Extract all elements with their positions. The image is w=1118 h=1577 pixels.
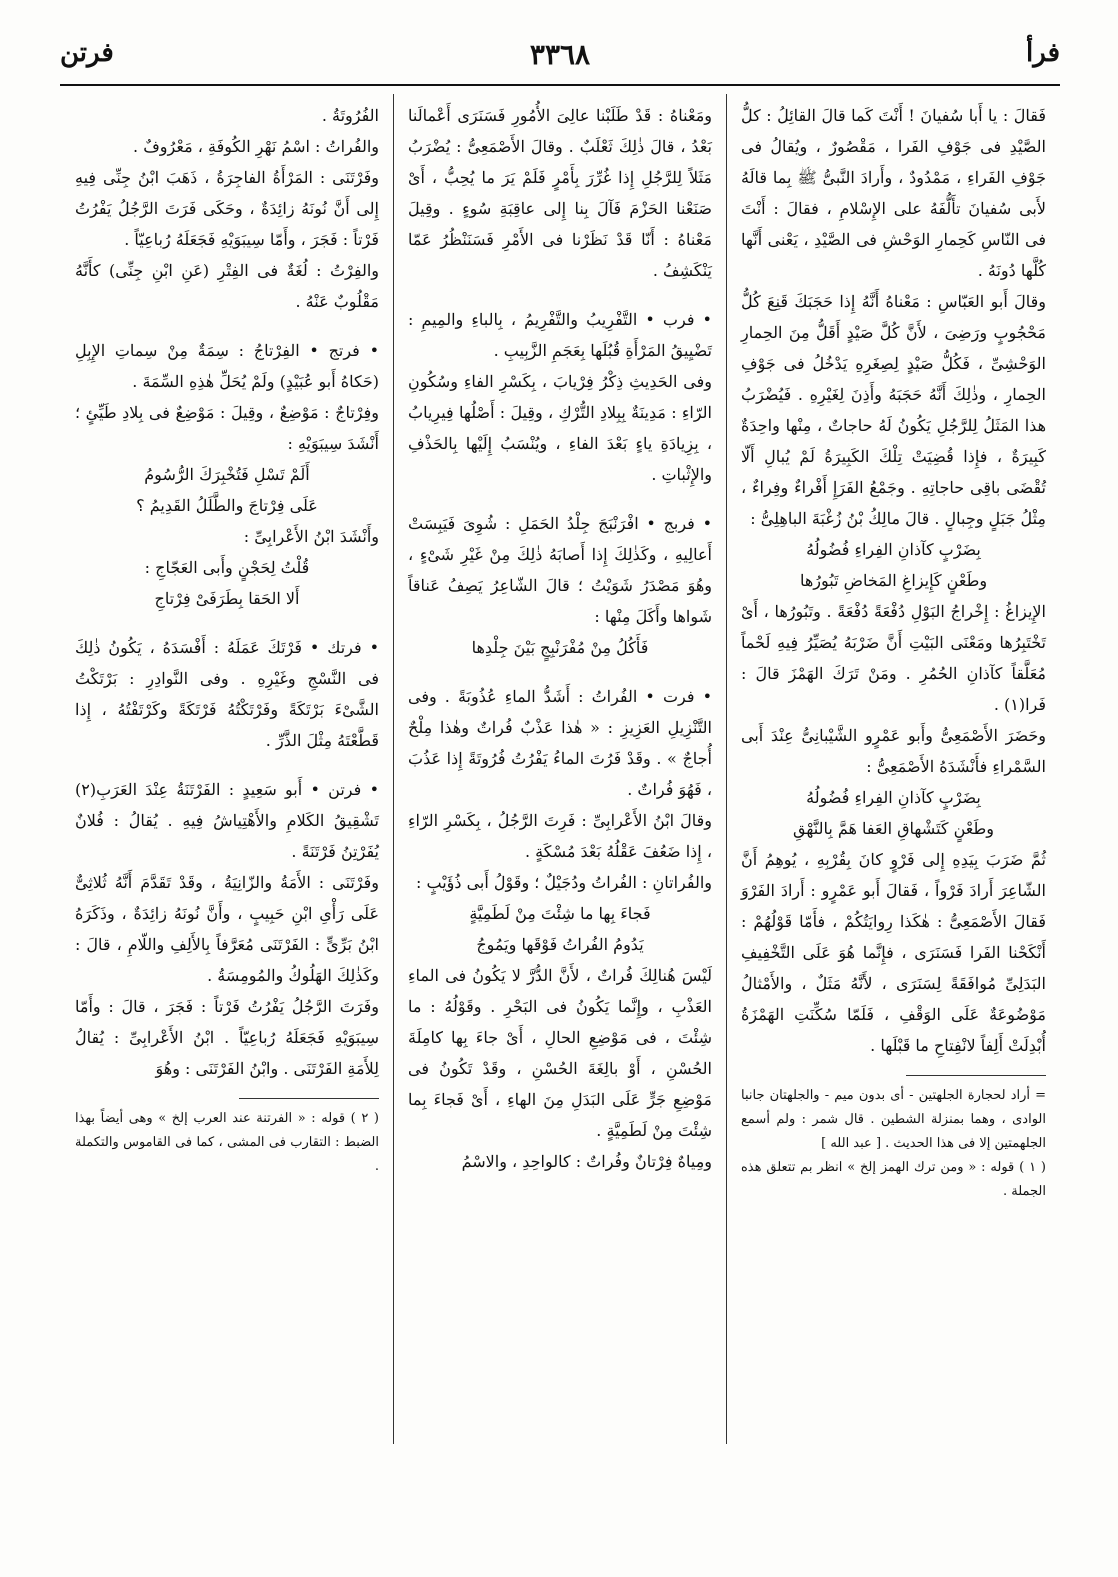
paragraph: وحَضَرَ الأَصْمَعِىُّ وأَبو عَمْرٍو الشَّيْبانِىُّ عِنْدَ أَبى السَّمْراءِ فأَنْشَدَهُ الأَصْمَعِىُّ : [741, 726, 1046, 776]
paragraph: الفُرُوتَةُ . [321, 106, 379, 125]
paragraph: وفى الحَدِيثِ ذِكْرُ فِرْيابَ ، بِكَسْرِ الفاءِ وسُكُونِ الرّاءِ : مَدِينَةٌ بِبِلادِ التُّرْكِ ، وقِيلَ : أَصْلُها فِيرِيابُ ، بِزِيادَةِ ياءٍ بَعْدَ الفاءِ ، ويُنْسَبُ إِلَيْها بِالحَذْفِ والإِثْباتِ . [408, 372, 712, 484]
entry-farbaj: • فربج • افْرَنْبَجَ جِلْدُ الحَمَلِ : شُوِىَ فَيَبِسَتْ أَعالِيهِ ، وكَذٰلِكَ إِذا أَصابَهُ ذٰلِكَ مِنْ غَيْرِ شَىْءٍ ، وهُوَ مَصْدَرُ شَوَيْتُ ؛ قالَ الشّاعِرُ يَصِفُ عَناقاً شَواها وأَكَلَ مِنْها : [408, 514, 712, 626]
column-right [727, 94, 1060, 1444]
paragraph: وأَنْشَدَ ابْنُ الأَعْرابِىِّ : [243, 527, 379, 546]
header-rule [60, 84, 1060, 86]
entry-farab: • فرب • التَّفْرِيبُ والتَّفْرِيمُ ، بِالباءِ والمِيمِ : تَضْيِيقُ المَرْأَةِ قُبُلَها بِعَجَمِ الزَّبِيبِ . [408, 310, 712, 360]
footnote: ( ٢ ) قوله : « الفرتنة عند العرب إلخ » وهى أيضاً بهذا الضبط : التقارب فى المشى ، كما فى القاموس والتكملة . [75, 1111, 379, 1174]
paragraph: فَقالَ : يا أَبا سُفيانَ ! أَنْتَ كَما قالَ القائِلُ : كلُّ الصَّيْدِ فى جَوْفِ الفَرا ، مَقْصُورٌ ، ويُقالُ فى جَوْفِ الفَراءِ ، مَمْدُودٌ ، وأَرادَ النَّبىُّ ﷺ بِما قالَهُ لأَبى سُفيانَ تأَلُّفَهُ على الإِسْلامِ ، فقالَ : أَنْتَ فى النّاسِ كَحِمارِ الوَحْشِ فى الصَّيْدِ ، يَعْنى أَنَّها كُلَّها دُونَهُ . [741, 106, 1046, 280]
entry-fartaj: • فرتج • الفِرْتاجُ : سِمَةٌ مِنْ سِماتِ الإِبِلِ (حَكاهُ أَبو عُبَيْدٍ) ولَمْ يُحَلِّ هٰذِهِ السِّمَةَ . [75, 341, 379, 391]
page-number: ٣٣٦٨ [529, 38, 591, 71]
verse-line: فَأَكُلُ مِنْ مُفْرَنْبِجٍ بَيْنَ جِلْدِها [471, 638, 649, 657]
entry-farat: • فرت • الفُراتُ : أَشَدُّ الماءِ عُذُوبَةً . وفى التَّنْزِيلِ العَزِيزِ : « هٰذا عَذْبٌ فُراتٌ وهٰذا مِلْحٌ أُجاجٌ » . وقَدْ فَرُتَ الماءُ يَفْرُتُ فُرُوتَةً إِذا عَذُبَ ، فَهُوَ فُراتٌ . [408, 687, 712, 799]
column-middle [394, 94, 727, 1444]
footnote: ( ١ ) قوله : « ومن ترك الهمز إلخ » انظر بم تتعلق هذه الجملة . [741, 1160, 1046, 1199]
header-root-right: فرأ [1026, 38, 1060, 68]
paragraph: والفِرْتُ : لُغَةٌ فى الفِتْرِ (عَنِ ابْنِ جِنِّى) كأَنَّهُ مَقْلُوبٌ عَنْهُ . [75, 261, 379, 311]
paragraph: الإِيزاغُ : إِخْراجُ البَوْلِ دُفْعَةً دُفْعَةً . وتَبُورُها ، أَىْ تَخْتَبِرُها ومَعْنَى البَيْتِ أَنَّ ضَرْبَهُ يُصَيِّرُ فِيهِ لَحْماً مُعَلَّقاً كآذانِ الحُمُرِ . ومَنْ تَرَكَ الهَمْزَ قالَ : فَرا(١) . [741, 602, 1046, 714]
footnote-rule [239, 1098, 379, 1099]
verse-line: قُلْتُ لِحَجْنٍ وأَبى العَجّاجِ : [144, 558, 310, 577]
footnote-rule [906, 1075, 1046, 1076]
paragraph: لَيْسَ هُنالِكَ فُراتٌ ، لأَنَّ الدُّرَّ لا يَكُونُ فى الماءِ العَذْبِ ، وإِنَّما يَكُونُ فى البَحْرِ . وقَوْلُهُ : ما شِئْتَ ، فى مَوْضِعِ الحالِ ، أَىْ جاءَ بِها كامِلَةَ الحُسْنِ ، أَوْ بالِغَةَ الحُسْنِ ، وقَدْ تَكُونُ فى مَوْضِعِ جَرٍّ عَلَى البَدَلِ مِنَ الهاءِ ، أَىْ فَجاءَ بِما شِئْتَ مِنْ لَطَمِيَّةٍ . [408, 966, 712, 1140]
paragraph: وفَرَتَ الرَّجُلُ يَفْرُتُ فَرْتاً : فَجَرَ ، قالَ : وأَمّا سِيبَوَيْهِ فَجَعَلَهُ رُباعِيّاً . ابْنُ الأَعْرابِىِّ : يُقالُ لِلأَمَةِ الفَرْتَنَى . وابْنُ الفَرْتَنَى : وهُوَ [75, 997, 379, 1078]
verse-line: بِضَرْبٍ كآذانِ الفِراءِ فُضُولُهُ [806, 788, 981, 807]
entry-fartak: • فرتك • فَرْتَكَ عَمَلَهُ : أَفْسَدَهُ ، يَكُونُ ذٰلِكَ فى النَّسْجِ وغَيْرِهِ . وفى النَّوادِرِ : بَرْتَكْتُ الشَّىْءَ بَرْتَكَةً وفَرْتَكْتُهُ فَرْتَكَةً وكَرْتَفْتُهُ ، إِذا قَطَّعْتَهُ مِثْلَ الذَّرِّ . [75, 638, 379, 750]
paragraph: وفَرْتَنَى : الأَمَةُ والزّانِيَةُ ، وقَدْ تَقَدَّمَ أَنَّهُ ثُلاثِىٌّ عَلَى رَأْىِ ابْنِ حَبِيبٍ ، وأَنَّ نُونَهُ زائِدَةٌ ، وذَكَرَهُ ابْنُ بَرِّىٍّ : الفَرْتَنَى مُعَرَّفاً بِالأَلِفِ واللّامِ ، قالَ : وكَذٰلِكَ الهَلُوكُ والمُومِسَةُ . [75, 873, 379, 985]
paragraph: ثُمَّ ضَرَبَ بِيَدِهِ إِلى فَرْوٍ كانَ بِقُرْبِهِ ، يُوهِمُ أَنَّ الشّاعِرَ أَرادَ فَرْواً ، فَقالَ أَبو عَمْرٍو : أَرادَ الفَرْوَ فَقالَ الأَصْمَعِىُّ : هٰكَذا رِوايَتُكُمْ ، فأَمّا قَوْلُهُمْ : أَنْكَحْنا الفَرا فَسَنَرَى ، فإِنَّما هُوَ عَلَى التَّخْفِيفِ البَدَلِىِّ مُوافَقَةً لِسَنَرَى ، لأَنَّهُ مَثَلٌ ، والأَمْثالُ مَوْضُوعَةٌ عَلَى الوَقْفِ ، فَلَمّا سُكِّنَتِ الهَمْزَةُ أُبْدِلَتْ أَلِفاً لانْفِتاحِ ما قَبْلَها . [741, 850, 1046, 1055]
paragraph: وفَرْتَنَى : المَرْأَةُ الفاجِرَةُ ، ذَهَبَ ابْنُ جِنِّى فِيهِ إِلى أَنَّ نُونَهُ زائِدَةٌ ، وحَكَى فَرَتَ الرَّجُلُ يَفْرُتُ فَرْتاً : فَجَرَ ، وأَمّا سِيبَوَيْهِ فَجَعَلَهُ رُباعِيّاً . [75, 168, 379, 249]
footnote: = أراد لحجارة الجلهتين - أى بدون ميم - والجلهتان جانبا الوادى ، وهما بمنزلة الشطين . قال شمر : ولم أسمع الجلهمتين إلا فى هذا الحديث . [ عبد الله ] [741, 1088, 1046, 1151]
entry-fartan: • فرتن • أَبو سَعِيدٍ : الفَرْتَنَةُ عِنْدَ العَرَبِ(٢) تَشْقِيقُ الكَلامِ والأَهْتِياشُ فِيهِ . يُقالُ : فُلانٌ يُفَرْتِنُ فَرْتَنَةً . [75, 780, 379, 861]
paragraph: والفُراتُ : اسْمُ نَهْرِ الكُوفَةِ ، مَعْرُوفٌ . [133, 137, 379, 156]
verse-line: وطَعْنٍ كَتَشْهاقِ العَفا هَمَّ بِالنَّهْقِ [793, 819, 994, 838]
paragraph: وفِرْتاجٌ : مَوْضِعٌ ، وقِيلَ : مَوْضِعٌ فى بِلادِ طَيِّئٍ ؛ أَنْشَدَ سِيبَوَيْهِ : [75, 403, 379, 453]
paragraph: وقالَ ابْنُ الأَعْرابِىِّ : فَرِتَ الرَّجُلُ ، بِكَسْرِ الرّاءِ ، إِذا ضَعُفَ عَقْلُهُ بَعْدَ مُسْكَةٍ . [408, 811, 712, 861]
header-root-left: فرتن [60, 38, 114, 68]
column-left [61, 94, 394, 1444]
paragraph: والفُراتانِ : الفُراتُ ودُجَيْلٌ ؛ وقَوْلُ أَبى ذُؤَيْبٍ : [416, 873, 712, 892]
paragraph: وقالَ أَبو العَبّاسِ : مَعْناهُ أَنَّهُ إِذا حَجَبَكَ قَنِعَ كُلُّ مَحْجُوبٍ ورَضِىَ ، لأَنَّ كُلَّ صَيْدٍ أَقَلُّ مِنَ الحِمارِ الوَحْشِىِّ ، فَكُلُّ صَيْدٍ لِصِغَرِهِ يَدْخُلُ فى جَوْفِ الحِمارِ ، وذٰلِكَ أَنَّهُ حَجَبَهُ وأَذِنَ لِغَيْرِهِ . فَيُضْرَبُ هذا المَثَلُ لِلرَّجُلِ يَكُونُ لَهُ حاجاتٌ ، مِنْها واحِدَةٌ كَبِيرَةٌ ، فإِذا قُضِيَتْ تِلْكَ الكَبِيرَةُ لَمْ يُبالِ أَلّا تُقْضَى باقِى حاجاتِهِ . وجَمْعُ الفَرَإِ أَفْراءٌ وفِراءٌ ، مِثْلُ جَبَلٍ وجِبالٍ . قالَ مالِكُ بْنُ زُغْبَةَ الباهِلِىُّ : [741, 292, 1046, 528]
verse-line: أَلا الحَقا بِطَرَفَىْ فِرْتاجِ [154, 589, 300, 608]
page-header [60, 30, 1060, 80]
paragraph: ومَعْناهُ : قَدْ طَلَبْنا عالِىَ الأُمُورِ فَسَنَرَى أَعْمالَنا بَعْدُ ، قالَ ذٰلِكَ ثَعْلَبٌ . وقالَ الأَصْمَعِىُّ : يُضْرَبُ مَثَلاً لِلرَّجُلِ إِذا غُرِّرَ بِأَمْرٍ فَلَمْ يَرَ ما يُحِبُّ ، أَىْ صَنَعْنا الحَزْمَ فَآلَ بِنا إِلى عاقِبَةِ سُوءٍ . وقِيلَ مَعْناهُ : أَنّا قَدْ نَظَرْنا فى الأَمْرِ فَسَنَنْظُرُ عَمّا يَنْكَشِفُ . [408, 106, 712, 280]
verse-line: عَلَى فِرْتاجَ والطَّلَلُ القَدِيمُ ؟ [136, 496, 318, 515]
verse-line: فَجاءَ بِها ما شِئْتَ مِنْ لَطَمِيَّةٍ [469, 904, 651, 923]
paragraph: ومِياهٌ فِرْتانٌ وفُراتٌ : كالواحِدِ ، والاسْمُ [461, 1152, 712, 1171]
text-columns [60, 94, 1060, 1444]
verse-line: وطَعْنٍ كَإِيزاغِ المَخاضِ تَبُورُها [799, 571, 988, 590]
verse-line: بِضَرْبٍ كآذانِ الفِراءِ فُضُولُهُ [806, 540, 981, 559]
verse-line: يَدُومُ الفُراتُ فَوْقَها ويَمُوجُ [476, 935, 644, 954]
verse-line: أَلَمْ تَسْلِ فَتُخْبِرَكَ الرُّسُومُ [144, 465, 310, 484]
